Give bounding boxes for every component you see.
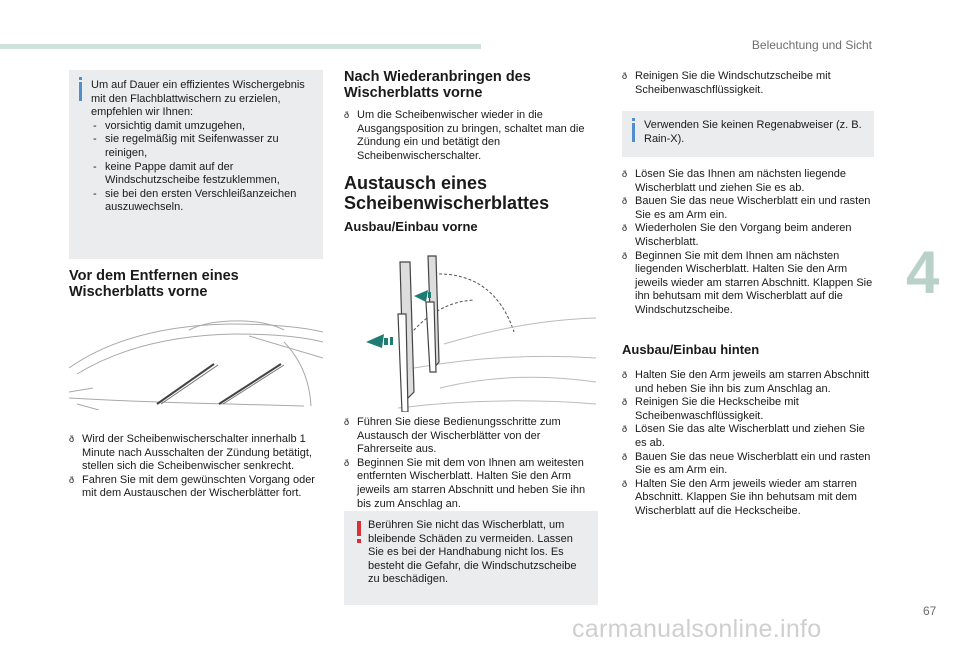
- info-icon: [79, 82, 82, 101]
- step-item: ð Lösen Sie das alte Wischerblatt und ziehen Sie es ab.: [622, 423, 874, 450]
- step-item: ð Wird der Scheibenwischerschalter innerhalb 1 Minute nach Ausschalten der Zündung betätigt, stellen sich die Scheibenwischer senkrecht.: [69, 433, 325, 474]
- warning-icon: [356, 521, 362, 543]
- info-text: Verwenden Sie keinen Regenabweiser (z. B. Rain-X).: [644, 119, 862, 145]
- step-item: ð Beginnen Sie mit dem von Ihnen am weitesten entfernten Wischerblatt. Halten Sie den Arm jeweils am starren Abschnitt und heben Sie ihn bis zum Anschlag an.: [344, 457, 596, 511]
- step-item: ð Lösen Sie das Ihnen am nächsten liegende Wischerblatt und ziehen Sie es ab.: [622, 168, 874, 195]
- step-item: ð Halten Sie den Arm jeweils wieder am starren Abschnitt. Klappen Sie ihn behutsam mit dem Wischerblatt auf die Heckscheibe.: [622, 478, 874, 519]
- info-list-item: - keine Pappe damit auf der Windschutzscheibe festzuklemmen,: [91, 161, 319, 188]
- step-item: ð Halten Sie den Arm jeweils am starren Abschnitt und heben Sie ihn bis zum Anschlag an.: [622, 369, 874, 396]
- chapter-number: 4: [906, 239, 940, 306]
- step-item: ð Reinigen Sie die Heckscheibe mit Scheibenwaschflüssigkeit.: [622, 396, 874, 423]
- step-item: ð Beginnen Sie mit dem Ihnen am nächsten liegenden Wischerblatt. Halten Sie den Arm jeweils wieder am starren Abschnitt. Klappen Sie ihn behutsam mit dem Wischerblatt auf die Windschutzscheibe.: [622, 250, 874, 318]
- info-list-item: - vorsichtig damit umzugehen,: [91, 120, 319, 134]
- header-accent-bar: [0, 44, 481, 49]
- step-item: ð Reinigen Sie die Windschutzscheibe mit Scheibenwaschflüssigkeit.: [622, 70, 872, 97]
- step-item: ð Führen Sie diese Bedienungsschritte zum Austausch der Wischerblätter von der Fahrerseite aus.: [344, 416, 596, 457]
- info-box-flat-blade: [69, 70, 323, 259]
- warning-text: Berühren Sie nicht das Wischerblatt, um bleibende Schäden zu vermeiden. Lassen Sie es bei der Handhabung nicht los. Es besteht die Gefahr, die Windschutzscheibe zu beschädigen.: [368, 519, 577, 586]
- heading-before-removal: Vor dem Entfernen eines Wischerblatts vorne: [69, 268, 239, 300]
- step-item: ð Bauen Sie das neue Wischerblatt ein und rasten Sie es am Arm ein.: [622, 451, 874, 478]
- info-intro: Um auf Dauer ein effizientes Wischergebnis mit den Flachblattwischern zu erzielen, empfehlen wir Ihnen:: [91, 79, 305, 119]
- subheading-front: Ausbau/Einbau vorne: [344, 219, 478, 234]
- info-list-item: - sie regelmäßig mit Seifenwasser zu reinigen,: [91, 133, 319, 160]
- step-item: ð Fahren Sie mit dem gewünschten Vorgang oder mit dem Austauschen der Wischerblätter fort.: [69, 474, 325, 501]
- step-item: ð Um die Scheibenwischer wieder in die Ausgangsposition zu bringen, schaltet man die Zündung ein und betätigt den Scheibenwischerschalter.: [344, 109, 594, 163]
- front-wiper-replacement-illustration: [344, 252, 596, 412]
- warning-box: [344, 511, 598, 605]
- page-number: 67: [923, 604, 937, 618]
- step-item: ð Bauen Sie das neue Wischerblatt ein und rasten Sie es am Arm ein.: [622, 195, 874, 222]
- info-list-item: - sie bei den ersten Verschleißanzeichen auszuwechseln.: [91, 188, 319, 215]
- watermark: carmanualsonline.info: [572, 615, 822, 643]
- windshield-wipers-illustration: [69, 318, 323, 410]
- step-item: ð Wiederholen Sie den Vorgang beim anderen Wischerblatt.: [622, 222, 874, 249]
- info-icon: [632, 123, 635, 142]
- heading-after-refit: Nach Wiederanbringen des Wischerblatts vorne: [344, 69, 531, 101]
- section-title: Beleuchtung und Sicht: [751, 38, 872, 52]
- heading-replacement: Austausch eines Scheibenwischerblattes: [344, 173, 550, 213]
- info-box-rain-repellent: [622, 111, 874, 157]
- subheading-rear: Ausbau/Einbau hinten: [622, 342, 760, 357]
